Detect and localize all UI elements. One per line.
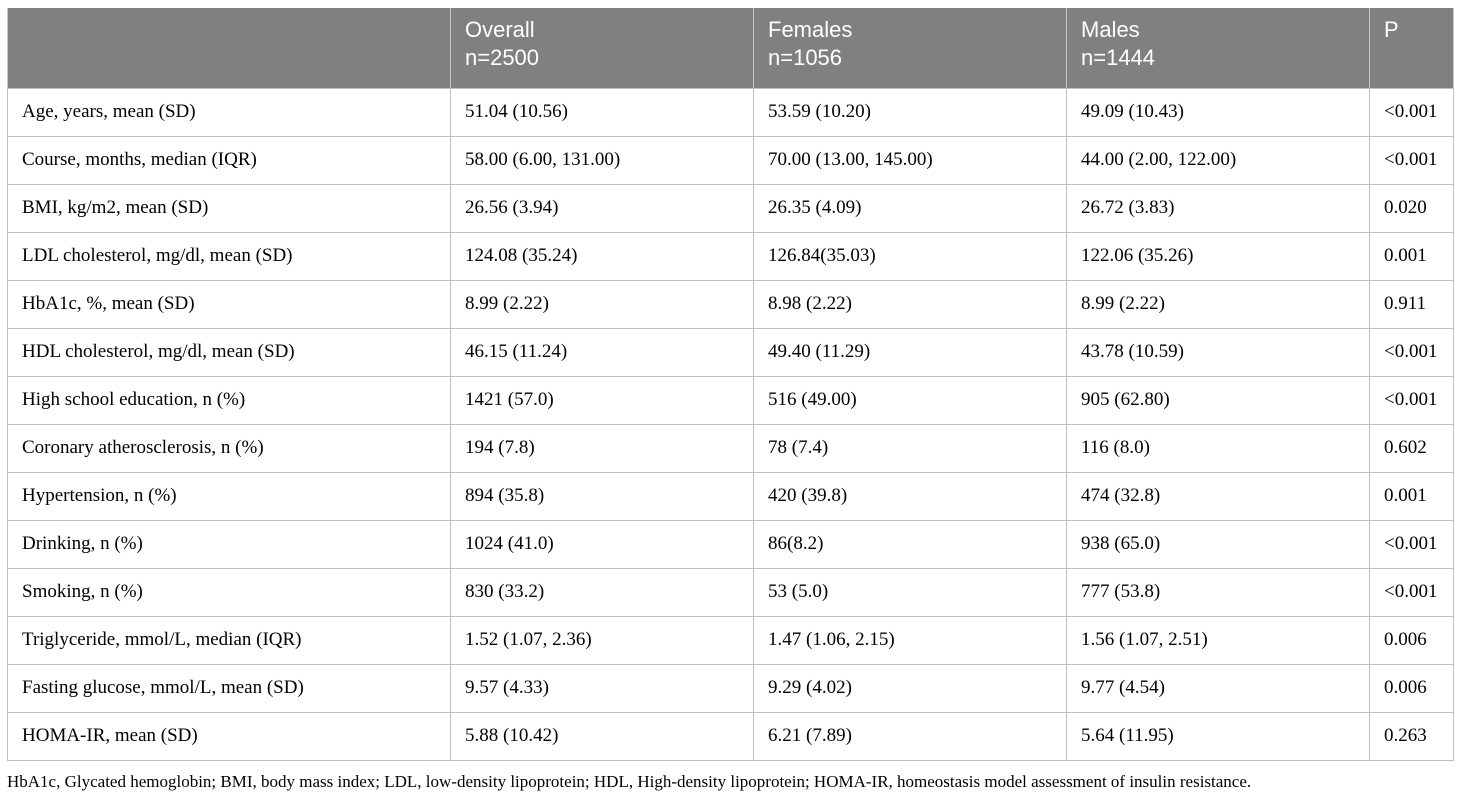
header-p-value	[1370, 8, 1454, 88]
cell-males: 26.72 (3.83)	[1067, 184, 1370, 232]
table-row	[8, 712, 1454, 760]
cell-p-value: 0.001	[1370, 232, 1454, 280]
cell-variable: HOMA-IR, mean (SD)	[8, 712, 451, 760]
table-header	[8, 8, 1454, 88]
table-row	[8, 88, 1454, 136]
cell-overall: 1421 (57.0)	[451, 376, 754, 424]
cell-males: 122.06 (35.26)	[1067, 232, 1370, 280]
cell-females: 86(8.2)	[754, 520, 1067, 568]
cell-males: 5.64 (11.95)	[1067, 712, 1370, 760]
table-row	[8, 424, 1454, 472]
cell-females: 8.98 (2.22)	[754, 280, 1067, 328]
header-females-label: Females	[768, 17, 853, 42]
cell-overall: 194 (7.8)	[451, 424, 754, 472]
cell-females: 49.40 (11.29)	[754, 328, 1067, 376]
cell-variable: LDL cholesterol, mg/dl, mean (SD)	[8, 232, 451, 280]
cell-females: 78 (7.4)	[754, 424, 1067, 472]
cell-p-value: <0.001	[1370, 88, 1454, 136]
cell-females: 420 (39.8)	[754, 472, 1067, 520]
cell-females: 1.47 (1.06, 2.15)	[754, 616, 1067, 664]
cell-males: 474 (32.8)	[1067, 472, 1370, 520]
cell-females: 516 (49.00)	[754, 376, 1067, 424]
cell-females: 9.29 (4.02)	[754, 664, 1067, 712]
cell-males: 938 (65.0)	[1067, 520, 1370, 568]
cell-males: 1.56 (1.07, 2.51)	[1067, 616, 1370, 664]
cell-variable: HDL cholesterol, mg/dl, mean (SD)	[8, 328, 451, 376]
cell-females: 53 (5.0)	[754, 568, 1067, 616]
cell-females: 26.35 (4.09)	[754, 184, 1067, 232]
header-females	[754, 8, 1067, 88]
cell-p-value: <0.001	[1370, 136, 1454, 184]
header-overall-label: Overall	[465, 17, 535, 42]
cell-overall: 9.57 (4.33)	[451, 664, 754, 712]
cell-p-value: <0.001	[1370, 568, 1454, 616]
cell-overall: 51.04 (10.56)	[451, 88, 754, 136]
header-males-label: Males	[1081, 17, 1140, 42]
cell-p-value: 0.020	[1370, 184, 1454, 232]
cell-p-value: 0.263	[1370, 712, 1454, 760]
cell-overall: 58.00 (6.00, 131.00)	[451, 136, 754, 184]
cell-variable: BMI, kg/m2, mean (SD)	[8, 184, 451, 232]
header-males-n: n=1444	[1081, 45, 1156, 70]
cell-overall: 26.56 (3.94)	[451, 184, 754, 232]
cell-males: 8.99 (2.22)	[1067, 280, 1370, 328]
cell-males: 905 (62.80)	[1067, 376, 1370, 424]
cell-p-value: 0.602	[1370, 424, 1454, 472]
table-row	[8, 280, 1454, 328]
header-variable	[8, 8, 451, 88]
header-overall-n: n=2500	[465, 45, 540, 70]
cell-p-value: 0.006	[1370, 664, 1454, 712]
table-row	[8, 616, 1454, 664]
table-row	[8, 136, 1454, 184]
header-females-n: n=1056	[768, 45, 843, 70]
cell-females: 6.21 (7.89)	[754, 712, 1067, 760]
cell-variable: Hypertension, n (%)	[8, 472, 451, 520]
cell-variable: Coronary atherosclerosis, n (%)	[8, 424, 451, 472]
header-row	[8, 8, 1454, 88]
cell-p-value: 0.001	[1370, 472, 1454, 520]
cell-females: 70.00 (13.00, 145.00)	[754, 136, 1067, 184]
cell-overall: 894 (35.8)	[451, 472, 754, 520]
table-footnote: HbA1c, Glycated hemoglobin; BMI, body mass index; LDL, low-density lipoprotein; HDL, High-density lipoprotein; HOMA-IR, homeostasis model assessment of insulin resistance.	[7, 772, 1252, 791]
cell-p-value: 0.911	[1370, 280, 1454, 328]
table-row	[8, 232, 1454, 280]
table-row	[8, 568, 1454, 616]
cell-variable: Age, years, mean (SD)	[8, 88, 451, 136]
cell-females: 53.59 (10.20)	[754, 88, 1067, 136]
cell-p-value: <0.001	[1370, 520, 1454, 568]
cell-overall: 124.08 (35.24)	[451, 232, 754, 280]
table-row	[8, 520, 1454, 568]
cell-variable: HbA1c, %, mean (SD)	[8, 280, 451, 328]
cell-variable: Fasting glucose, mmol/L, mean (SD)	[8, 664, 451, 712]
cell-p-value: <0.001	[1370, 376, 1454, 424]
table-body	[8, 88, 1454, 760]
cell-variable: Triglyceride, mmol/L, median (IQR)	[8, 616, 451, 664]
table-row	[8, 664, 1454, 712]
table-row	[8, 184, 1454, 232]
cell-males: 777 (53.8)	[1067, 568, 1370, 616]
header-p-label: P	[1384, 17, 1399, 42]
cell-variable: Drinking, n (%)	[8, 520, 451, 568]
cell-overall: 46.15 (11.24)	[451, 328, 754, 376]
cell-males: 44.00 (2.00, 122.00)	[1067, 136, 1370, 184]
baseline-characteristics-table	[7, 8, 1454, 761]
table-row	[8, 328, 1454, 376]
cell-males: 9.77 (4.54)	[1067, 664, 1370, 712]
cell-overall: 1024 (41.0)	[451, 520, 754, 568]
header-males	[1067, 8, 1370, 88]
cell-variable: Course, months, median (IQR)	[8, 136, 451, 184]
cell-females: 126.84(35.03)	[754, 232, 1067, 280]
table-row	[8, 376, 1454, 424]
cell-variable: High school education, n (%)	[8, 376, 451, 424]
cell-p-value: 0.006	[1370, 616, 1454, 664]
cell-overall: 1.52 (1.07, 2.36)	[451, 616, 754, 664]
cell-males: 49.09 (10.43)	[1067, 88, 1370, 136]
cell-overall: 8.99 (2.22)	[451, 280, 754, 328]
cell-variable: Smoking, n (%)	[8, 568, 451, 616]
cell-p-value: <0.001	[1370, 328, 1454, 376]
cell-overall: 5.88 (10.42)	[451, 712, 754, 760]
cell-males: 116 (8.0)	[1067, 424, 1370, 472]
table-row	[8, 472, 1454, 520]
header-overall	[451, 8, 754, 88]
cell-overall: 830 (33.2)	[451, 568, 754, 616]
cell-males: 43.78 (10.59)	[1067, 328, 1370, 376]
